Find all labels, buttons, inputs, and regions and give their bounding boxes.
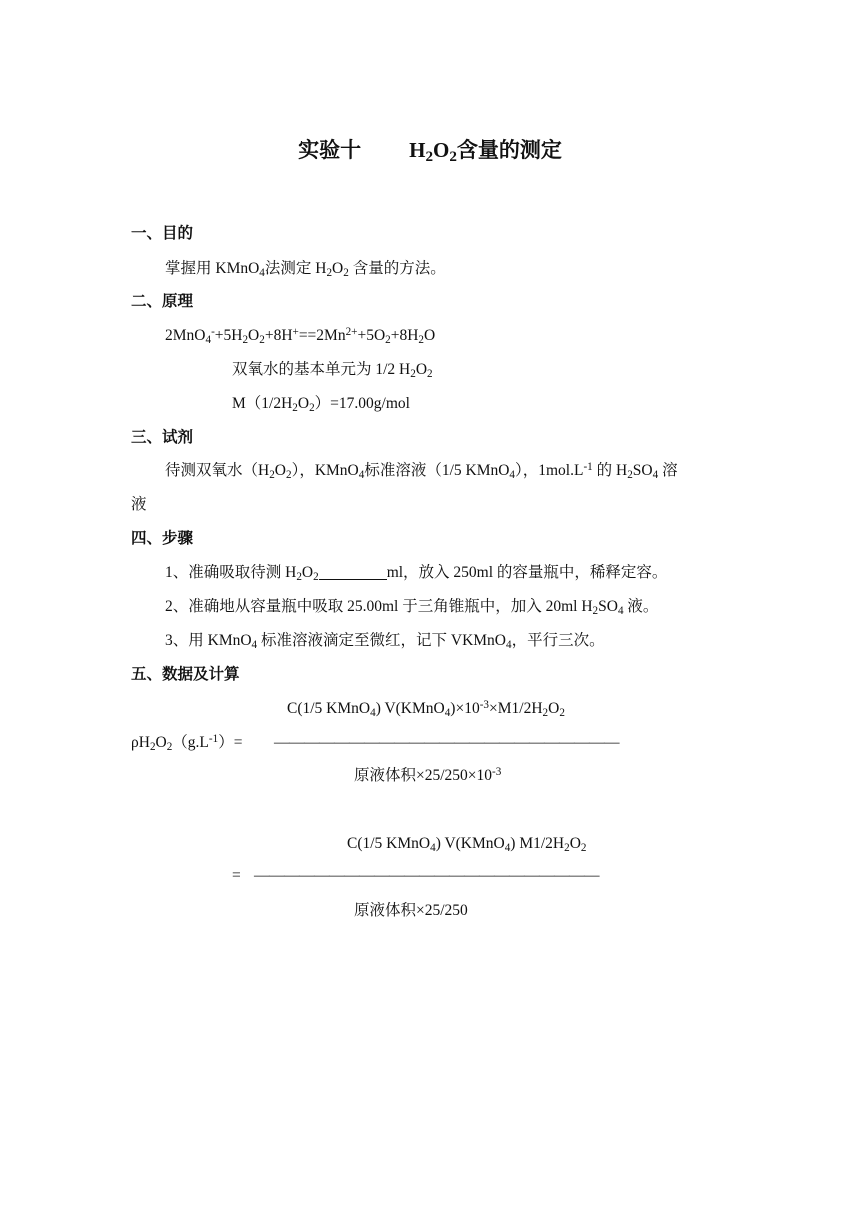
section-heading-principle: 二、原理 — [131, 293, 194, 310]
step-2: 2、准确地从容量瓶中吸取 25.00ml 于三角锥瓶中，加入 20ml $H_2SO_4$ 液。 — [165, 598, 659, 617]
step-3: 3、用 KMnO$_4$ 标准溶液滴定至微红，记下 VKMnO$_4$，平行三次。 — [165, 632, 605, 651]
reaction-equation: $2MnO_4^-+5H_2O_2+8H^+==2Mn^{2+}+5O_2+8H_2O$ — [165, 325, 436, 346]
title-text: 含量的测定 — [456, 138, 562, 162]
volume-blank[interactable] — [319, 565, 387, 580]
basic-unit-text: 双氧水的基本单元为 1/2 $H_2O_2$ — [232, 361, 433, 380]
page-title — [0, 136, 860, 164]
section-heading-reagents: 三、试剂 — [131, 429, 194, 446]
title-experiment-number: 实验十 — [298, 138, 362, 162]
formula-2-numerator: C(1/5 KMnO$_4$) V(KMnO$_4$) $M1/2H_2O_2$ — [347, 835, 587, 854]
section-heading-calculation: 五、数据及计算 — [131, 666, 240, 683]
formula-2-fraction-line: ——————————————————————— — [254, 867, 599, 884]
section-heading-purpose: 一、目的 — [131, 225, 194, 242]
step-1: 1、准确吸取待测 $H_2O_2$ ml，放入 250ml 的容量瓶中，稀释定容。 — [165, 564, 668, 583]
section-heading-steps: 四、步骤 — [131, 530, 194, 547]
purpose-text: 掌握用 KMnO$_4$法测定 $H_2O_2$ 含量的方法。 — [165, 260, 446, 279]
formula-2-equals: = — [232, 867, 241, 884]
formula-2-denominator: 原液体积×25/250 — [354, 902, 468, 919]
title-h2o2: $H_2O_2$ — [409, 138, 457, 165]
formula-1-lhs: $\rho H_2O_2(g.L^{-1})=$ — [131, 732, 243, 753]
formula-1-denominator: 原液体积$\times 25/250\times 10^{-3}$ — [354, 765, 502, 784]
molar-mass-text: $M(1/2H_2O_2)=17.00g$/mol — [232, 395, 410, 414]
reagents-text-wrap: 液 — [131, 496, 147, 513]
formula-1-fraction-line: ——————————————————————— — [274, 734, 619, 751]
formula-1-numerator: C(1/5 KMnO$_4$) $V(KMnO_4)\times 10^{-3}\times M1/2H_2O_2$ — [287, 698, 565, 719]
reagents-text: 待测双氧水$(H_2O_2)$，KMnO$_4$标准溶液（1/5 KMnO$_4$），$1mol.L^{-1}$ 的 $H_2SO_4$ 溶 — [165, 460, 678, 481]
